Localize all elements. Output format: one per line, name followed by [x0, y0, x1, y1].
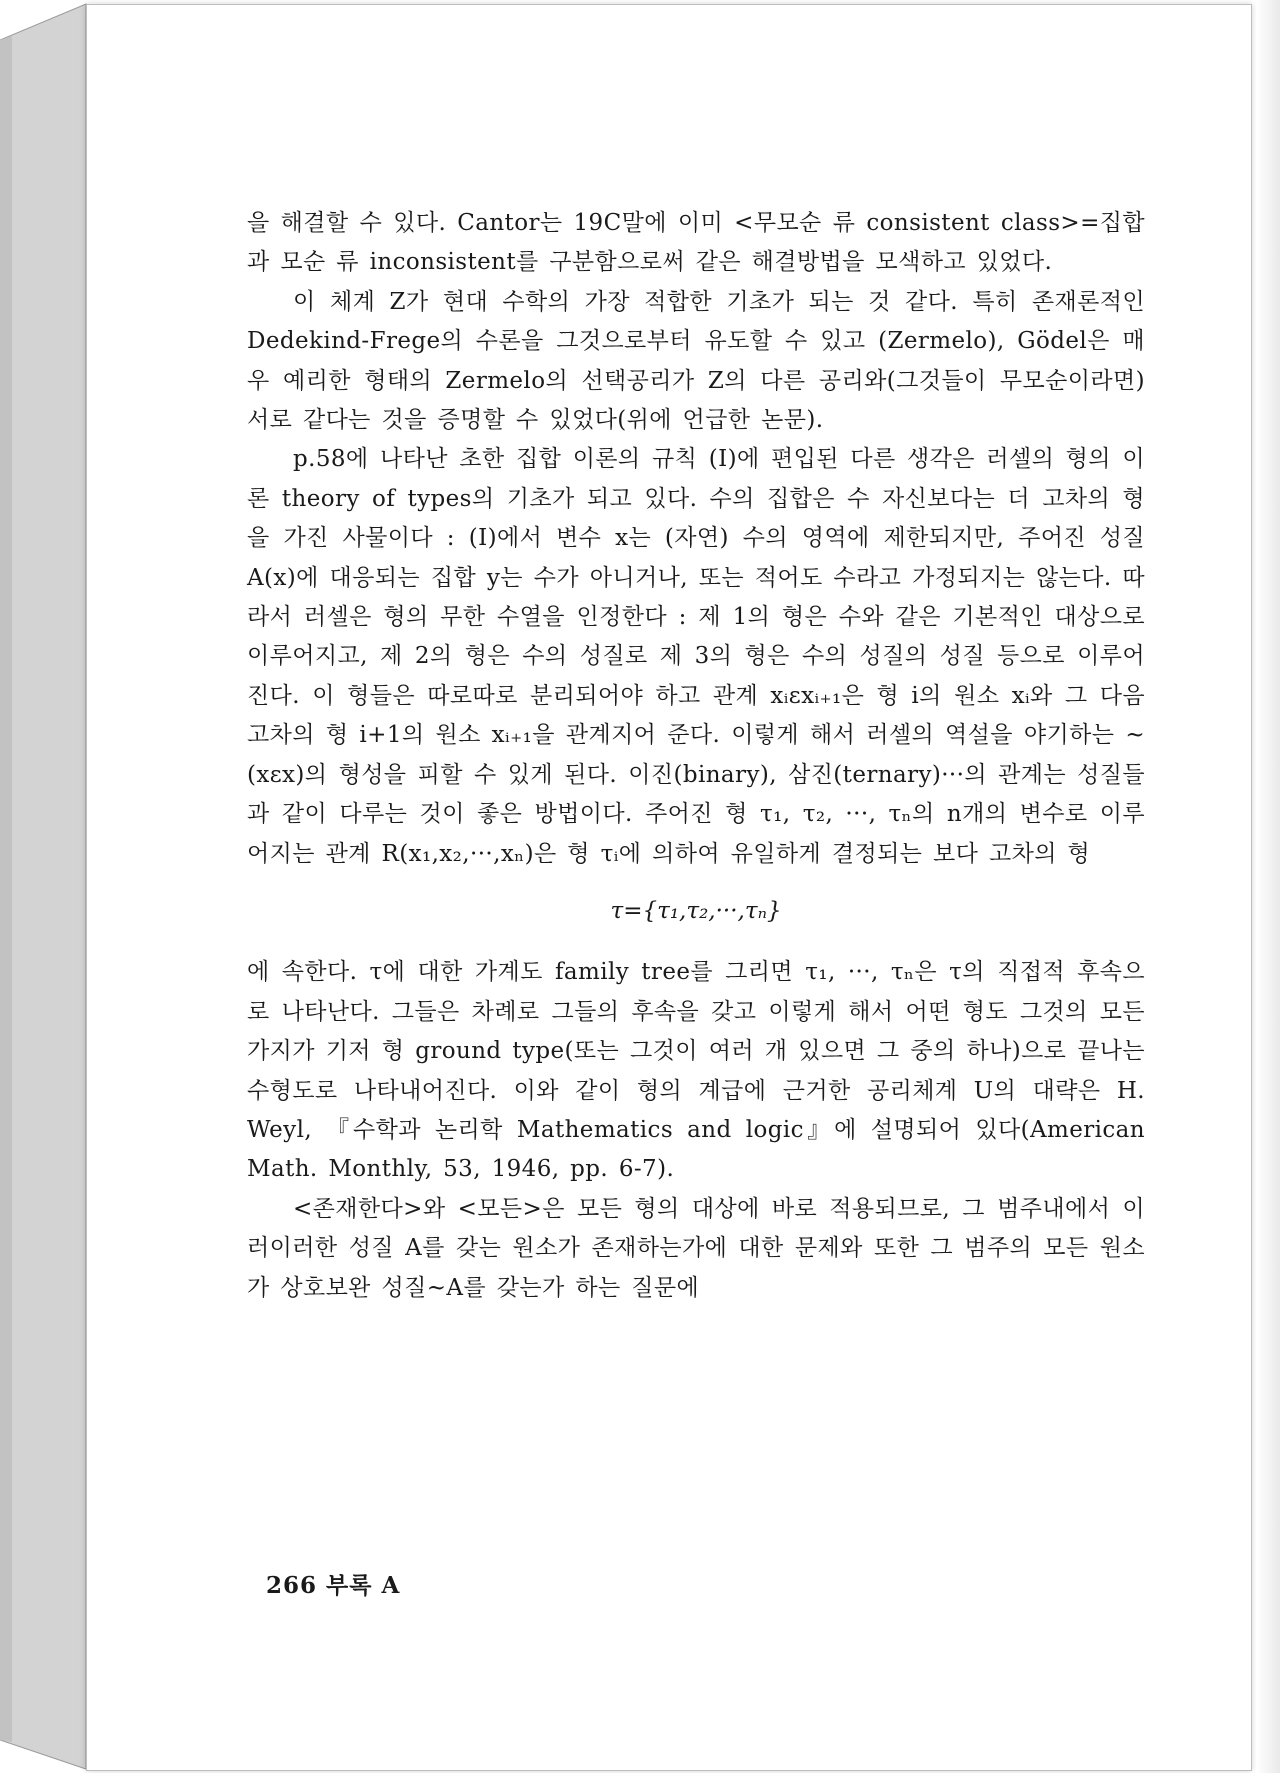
paragraph-2: 이 체계 Z가 현대 수학의 가장 적합한 기초가 되는 것 같다. 특히 존재론적인 Dedekind-Frege의 수론을 그것으로부터 유도할 수 있고 (Zermelo), Gödel은 매우 예리한 형태의 Zermelo의 선택공리가 Z의 다른 공리와(그것들이 무모순이라면) 서로 같다는 것을 증명할 수 있었다(위에 언급한 논문). — [247, 288, 1145, 434]
paragraph-3: p.58에 나타난 초한 집합 이론의 규칙 (I)에 편입된 다른 생각은 러셀의 형의 이론 theory of types의 기초가 되고 있다. 수의 집합은 수 자신보다는 더 고차의 형을 가진 사물이다 : (I)에서 변수 x는 (자연) 수의 영역에 제한되지만, 주어진 성질 A(x)에 대응되는 집합 y는 수가 아니거나, 또는 적어도 수라고 가정되지는 않는다. 따라서 러셀은 형의 무한 수열을 인정한다 : 제 1의 형은 수와 같은 기본적인 대상으로 이루어지고, 제 2의 형은 수의 성질로 제 3의 형은 수의 성질의 성질 등으로 이루어진다. 이 형들은 따로따로 분리되어야 하고 관계 xᵢεxᵢ₊₁은 형 i의 원소 xᵢ와 그 다음 고차의 형 i+1의 원소 xᵢ₊₁을 관계지어 준다. 이렇게 해서 러셀의 역설을 야기하는 ~(xεx)의 형성을 피할 수 있게 된다. 이진(binary), 삼진(ternary)···의 관계는 성질들과 같이 다루는 것이 좋은 방법이다. 주어진 형 τ₁, τ₂, ···, τₙ의 n개의 변수로 이루어지는 관계 R(x₁,x₂,···,xₙ)은 형 τᵢ에 의하여 유일하게 결정되는 보다 고차의 형 — [247, 446, 1145, 867]
book-spine-edge — [0, 0, 100, 1773]
paragraph-1: 을 해결할 수 있다. Cantor는 19C말에 이미 <무모순 류 consistent class>=집합과 모순 류 inconsistent를 구분함으로써 같은 해결방법을 모색하고 있었다. — [247, 210, 1145, 276]
display-formula: τ={τ₁,τ₂,···,τₙ} — [610, 897, 782, 924]
paragraph-5: <존재한다>와 <모든>은 모든 형의 대상에 바로 적용되므로, 그 범주내에서 이러이러한 성질 A를 갖는 원소가 존재하는가에 대한 문제와 또한 그 범주의 모든 원소가 상호보완 성질~A를 갖는가 하는 질문에 — [247, 1195, 1145, 1301]
paragraph-4: 에 속한다. τ에 대한 가계도 family tree를 그리면 τ₁, ···, τₙ은 τ의 직접적 후속으로 나타난다. 그들은 차례로 그들의 후속을 갖고 이렇게 해서 어떤 형도 그것의 모든 가지가 기저 형 ground type(또는 그것이 여러 개 있으면 그 중의 하나)으로 끝나는 수형도로 나타내어진다. 이와 같이 형의 계급에 근거한 공리체계 U의 대략은 H. Weyl, 『수학과 논리학 Mathematics and logic』에 설명되어 있다(American Math. Monthly, 53, 1946, pp. 6-7). — [247, 959, 1145, 1183]
page-footer: 266 부록 A — [266, 1572, 401, 1599]
page-edge-shadow — [1256, 0, 1280, 1773]
body-text — [247, 204, 1145, 1308]
